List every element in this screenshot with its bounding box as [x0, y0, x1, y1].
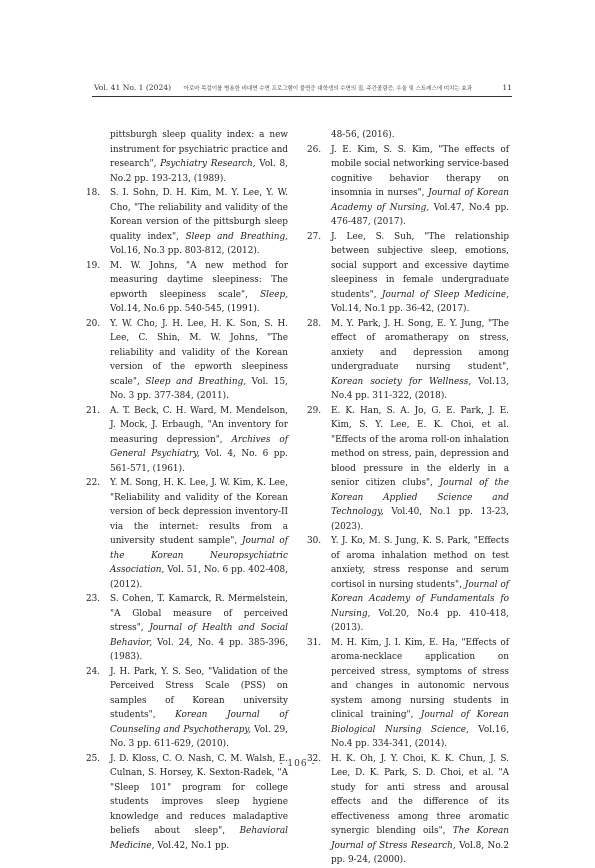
reference-text: H. K. Oh, J. Y. Choi, K. K. Chun, J. S. Lee, D. K. Park, S. D. Choi, et al. "A study for anti stress and arousal effects and the difference of its effectiveness among three aromatic synergic blending oils", [331, 753, 509, 836]
reference-item [307, 404, 509, 535]
reference-details: Vol. 51, No. 6 pp. 402-408, (2012). [110, 565, 288, 590]
reference-text: J. D. Kloss, C. O. Nash, C. M. Walsh, E. Culnan, S. Horsey, K. Sexton-Radek, "A "Sleep 101" program for college students improves sleep hygiene knowledge and reduces maladaptive beliefs about sleep", [110, 753, 288, 836]
reference-journal: Sleep, [260, 289, 288, 300]
reference-number: 28. [307, 318, 322, 329]
reference-details: Vol.40, No.1 pp. 13-23, (2023). [331, 507, 509, 532]
reference-item [86, 592, 288, 665]
reference-item [86, 259, 288, 317]
reference-journal: Journal of Korean Academy of Nursing, [331, 188, 509, 213]
reference-details: Vol.16, No.4 pp. 334-341, (2014). [331, 724, 510, 749]
reference-journal: The Korean Journal of Stress Research, [331, 826, 509, 851]
reference-item [307, 534, 509, 636]
reference-number: 23. [86, 594, 101, 604]
reference-journal: Behavioral Medicine, [110, 826, 288, 851]
reference-item [307, 143, 509, 230]
reference-item [86, 128, 288, 186]
reference-text: M. H. Kim, J. I. Kim, E. Ha, "Effects of aroma-necklace application on perceived stress, symptoms of stress and changes in autonomic nervous system among nursing students in clinical training", [331, 637, 509, 720]
reference-journal: Journal of Korean Academy of Fundamentals fo Nursing, [331, 579, 510, 619]
reference-number: 21. [86, 405, 101, 416]
reference-journal: Archives of General Psychiatry, [110, 434, 288, 459]
reference-text: pittsburgh sleep quality index: a new instrument for psychiatric practice and research", [110, 130, 288, 169]
reference-number: 32. [307, 753, 322, 764]
reference-text: J. E. Kim, S. S. Kim, "The effects of mobile social networking service-based cognitive behavior therapy on insomnia in nurses", [331, 144, 509, 198]
reference-details: Vol.16, No.3 pp. 803-812, (2012). [110, 246, 260, 256]
reference-text: S. I. Sohn, D. H. Kim, M. Y. Lee, Y. W. Cho, "The reliability and validity of the Korean version of the pittsburgh sleep quality index", [110, 188, 288, 242]
reference-item [86, 404, 288, 477]
reference-journal: Sleep and Breathing, [185, 231, 288, 242]
reference-details: Vol. 24, No. 4 pp. 385-396, (1983). [110, 637, 288, 662]
reference-text: Y. J. Ko, M. S. Jung, K. S. Park, "Effects of aroma inhalation method on test anxiety, stress response and serum cortisol in nursing students", [331, 536, 509, 590]
reference-text: S. Cohen, T. Kamarck, R. Mermelstein, "A Global measure of perceived stress", [110, 594, 288, 633]
reference-details: Vol. 8, No.2 pp. 193-213, (1989). [110, 159, 288, 184]
reference-details: Vol.47, No.4 pp. 476-487, (2017). [331, 202, 510, 227]
reference-item [307, 636, 509, 752]
reference-number: 24. [86, 666, 101, 677]
reference-item [307, 230, 509, 317]
reference-journal: Psychiatry Research, [160, 159, 256, 169]
reference-text: E. K. Han, S. A. Jo, G. E. Park, J. E. Kim, S. Y. Lee, E. K. Choi, et al. "Effects of the aroma roll-on inhalation method on stress, pain, depression and blood pressure in the elderly in a senior citizen clubs", [331, 405, 509, 488]
reference-item [86, 317, 288, 404]
reference-text: 48-56, (2016). [331, 130, 395, 140]
reference-details: Vol.8, No.2 pp. 9-24, (2000). [331, 840, 509, 865]
reference-number: 30. [307, 536, 322, 546]
reference-number: 20. [86, 318, 101, 329]
reference-number: 22. [86, 478, 101, 488]
reference-details: Vol.42, No.1 pp. [154, 840, 230, 851]
reference-details: Vol.14, No.1 pp. 36-42, (2017). [331, 304, 470, 314]
reference-details: Vol. 15, No. 3 pp. 377-384, (2011). [110, 376, 288, 401]
header-page-number: 11 [502, 83, 512, 92]
reference-text: Y. M. Song, H. K. Lee, J. W. Kim, K. Lee, "Reliability and validity of the Korean version of beck depression inventory-II via the internet: results from a university student sample", [110, 478, 288, 546]
reference-journal: Journal of the Korean Applied Science and Technology, [331, 478, 510, 517]
reference-journal: Journal of Sleep Medicine, [381, 289, 509, 300]
reference-details: Vol.14, No.6 pp. 540-545, (1991). [110, 304, 260, 314]
reference-item [86, 186, 288, 259]
header-rule [92, 96, 512, 97]
running-header [94, 83, 512, 92]
page-footer-number: - 106 - [279, 759, 316, 769]
reference-item [307, 128, 509, 143]
reference-text: J. Lee, S. Suh, "The relationship between subjective sleep, emotions, social support and excessive daytime sleepiness in female undergraduate students", [331, 231, 509, 300]
reference-number: 31. [307, 637, 322, 648]
reference-details: Vol.20, No.4 pp. 410-418, (2013). [331, 608, 509, 633]
reference-number: 25. [86, 753, 101, 764]
reference-details: Vol.13, No.4 pp. 311-322, (2018). [331, 376, 509, 401]
reference-journal: Journal of Korean Biological Nursing Science, [331, 710, 509, 735]
reference-text: J. H. Park, Y. S. Seo, "Validation of the Perceived Stress Scale (PSS) on samples of Korean university students", [110, 666, 288, 720]
reference-journal: Korean Journal of Counseling and Psychotherapy, [110, 710, 288, 735]
journal-volume: Vol. 41 No. 1 (2024) [94, 83, 172, 92]
running-title: 아로마 목걸이를 병용한 비대면 수면 프로그램이 불면증 대학생의 수면의 질, 주간졸림증, 우울 및 스트레스에 미치는 효과 [183, 86, 472, 92]
reference-item [307, 317, 509, 404]
reference-number: 18. [86, 188, 101, 198]
reference-journal: Korean society for Wellness, [331, 376, 472, 387]
reference-details: Vol. 4, No. 6 pp. 561-571, (1961). [110, 449, 288, 474]
reference-number: 19. [86, 260, 101, 271]
reference-number: 27. [307, 231, 322, 242]
references-right-column [307, 128, 509, 868]
reference-item [86, 476, 288, 592]
reference-journal: Journal of the Korean Neuropsychiatric Association, [110, 536, 288, 575]
reference-text: A. T. Beck, C. H. Ward, M. Mendelson, J. Mock, J. Erbaugh, "An inventory for measuring depression", [110, 405, 288, 445]
reference-details: Vol. 29, No. 3 pp. 611-629, (2010). [110, 724, 288, 749]
reference-number: 29. [307, 405, 322, 416]
reference-text: M. W. Johns, "A new method for measuring daytime sleepiness: The epworth sleepiness scale", [110, 260, 288, 300]
references-left-column [86, 128, 288, 853]
reference-text: M. Y. Park, J. H. Song, E. Y. Jung, "The effect of aromatherapy on stress, anxiety and depression among undergraduate nursing student", [331, 318, 509, 372]
reference-journal: Journal of Health and Social Behavior, [110, 623, 288, 648]
reference-number: 26. [307, 144, 322, 155]
reference-item [86, 665, 288, 752]
reference-journal: Sleep and Breathing, [145, 376, 247, 387]
reference-text: Y. W. Cho, J. H. Lee, H. K. Son, S. H. Lee, C. Shin, M. W. Johns, "The reliability and validity of the Korean version of the epworth sleepiness scale", [110, 318, 288, 387]
